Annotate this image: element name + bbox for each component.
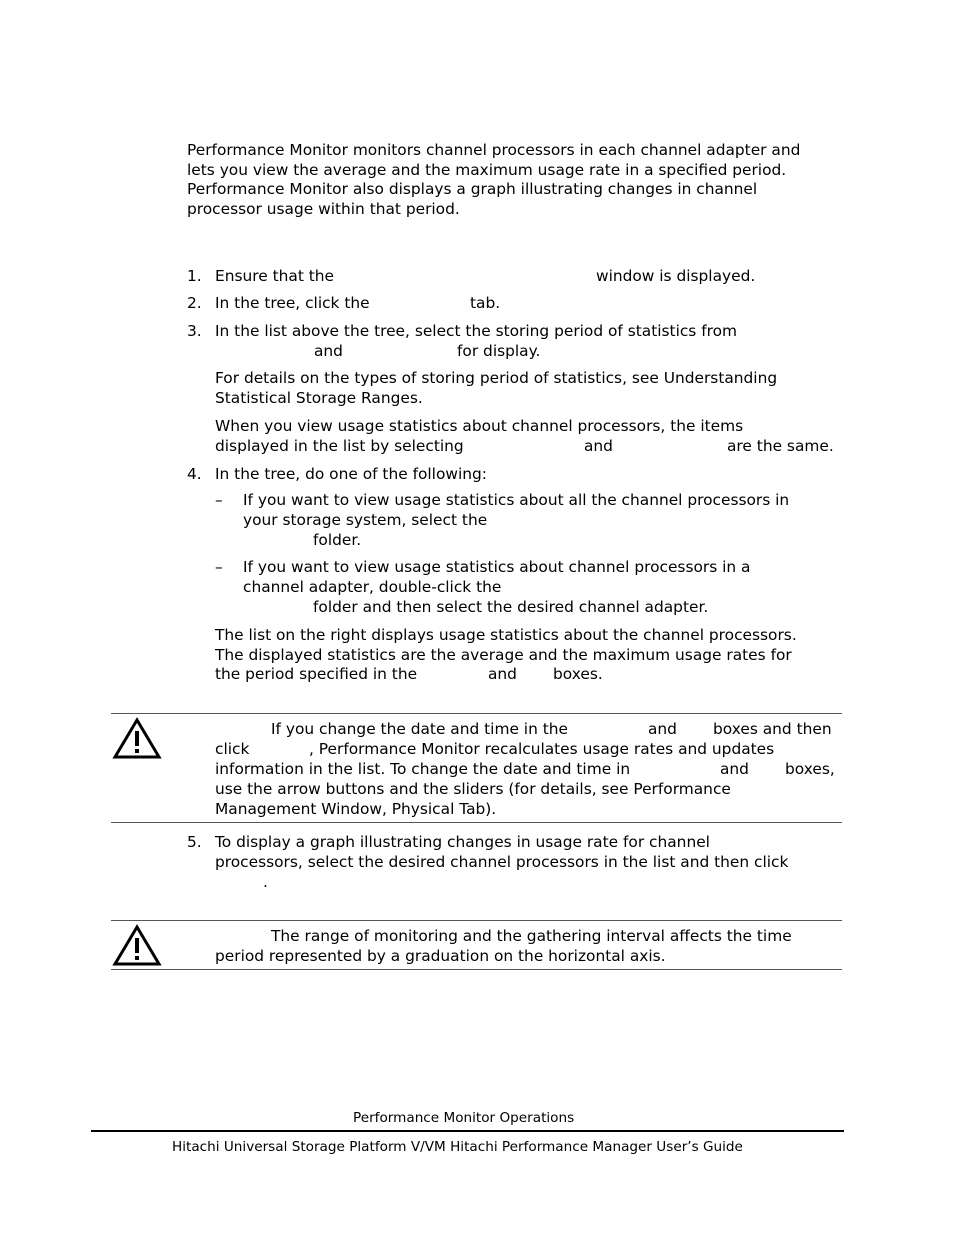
step-4-bullet-2-dash: –	[215, 558, 223, 576]
note-2-line-2: period represented by a graduation on the horizontal axis.	[215, 947, 666, 965]
step-2-text-a: In the tree, click the	[215, 294, 370, 312]
step-5-line-2: processors, select the desired channel processors in the list and then click	[215, 853, 789, 871]
step-4-bullet-2-line-2: channel adapter, double-click the	[243, 578, 502, 596]
step-3-note-line-1: When you view usage statistics about channel processors, the items	[215, 417, 744, 435]
step-3-detail-line-1: For details on the types of storing period of statistics, see Understanding	[215, 369, 778, 387]
note-1-line-2a: click	[215, 740, 250, 758]
step-2-text-b: tab.	[470, 294, 501, 312]
note-1-line-1b: and	[648, 720, 677, 738]
note-1-line-2b: , Performance Monitor recalculates usage rates and updates	[309, 740, 775, 758]
step-5-line-3: .	[263, 873, 268, 891]
step-1-number: 1.	[187, 267, 202, 285]
note-2-bottom-rule	[111, 969, 842, 970]
intro-line-2: lets you view the average and the maximum usage rate in a specified period.	[187, 161, 787, 179]
step-4-number: 4.	[187, 465, 202, 483]
note-1-line-4: use the arrow buttons and the sliders (for details, see Performance	[215, 780, 731, 798]
step-1-text-b: window is displayed.	[596, 267, 756, 285]
step-4-bullet-1-dash: –	[215, 491, 223, 509]
intro-line-1: Performance Monitor monitors channel processors in each channel adapter and	[187, 141, 801, 159]
warning-triangle-icon	[112, 717, 162, 761]
step-4-result-and: and	[488, 665, 517, 683]
note-2-top-rule	[111, 920, 842, 921]
step-4-result-line-2: The displayed statistics are the average and the maximum usage rates for	[215, 646, 792, 664]
note-1-line-3b: and	[720, 760, 749, 778]
step-3-note-line-2a: displayed in the list by selecting	[215, 437, 464, 455]
note-1-top-rule	[111, 713, 842, 714]
step-3-note-line-2b: are the same.	[727, 437, 834, 455]
note-1-bottom-rule	[111, 822, 842, 823]
intro-line-3: Performance Monitor also displays a graph illustrating changes in channel	[187, 180, 758, 198]
step-4-bullet-1-line-2: your storage system, select the	[243, 511, 488, 529]
step-1-text-a: Ensure that the	[215, 267, 335, 285]
footer-section-title: Performance Monitor Operations	[353, 1110, 575, 1126]
note-1-line-3c: boxes,	[785, 760, 835, 778]
footer-guide-title: Hitachi Universal Storage Platform V/VM Hitachi Performance Manager User’s Guide	[172, 1139, 743, 1155]
intro-line-4: processor usage within that period.	[187, 200, 460, 218]
note-1-line-5: Management Window, Physical Tab).	[215, 800, 497, 818]
step-3-detail-line-2: Statistical Storage Ranges.	[215, 389, 423, 407]
step-2-number: 2.	[187, 294, 202, 312]
step-4-line-1: In the tree, do one of the following:	[215, 465, 487, 483]
step-3-and: and	[314, 342, 343, 360]
step-4-result-line-3a: the period specified in the	[215, 665, 418, 683]
step-3-text-b: for display.	[457, 342, 541, 360]
step-4-bullet-2-line-1: If you want to view usage statistics about channel processors in a	[243, 558, 751, 576]
note-1-line-1c: boxes and then	[713, 720, 832, 738]
note-2-line-1: The range of monitoring and the gathering interval affects the time	[271, 927, 792, 945]
warning-triangle-icon	[112, 924, 162, 968]
step-5-number: 5.	[187, 833, 202, 851]
step-4-bullet-1-line-1: If you want to view usage statistics about all the channel processors in	[243, 491, 790, 509]
note-1-line-1a: If you change the date and time in the	[271, 720, 568, 738]
step-4-bullet-2-line-3: folder and then select the desired channel adapter.	[313, 598, 709, 616]
step-3-number: 3.	[187, 322, 202, 340]
step-3-line-1: In the list above the tree, select the storing period of statistics from	[215, 322, 738, 340]
step-3-note-and: and	[584, 437, 613, 455]
step-4-result-line-1: The list on the right displays usage statistics about the channel processors.	[215, 626, 797, 644]
step-4-result-line-3b: boxes.	[553, 665, 603, 683]
footer-rule	[91, 1130, 844, 1132]
step-5-line-1: To display a graph illustrating changes in usage rate for channel	[215, 833, 710, 851]
note-1-line-3a: information in the list. To change the date and time in	[215, 760, 631, 778]
step-4-bullet-1-line-3: folder.	[313, 531, 362, 549]
